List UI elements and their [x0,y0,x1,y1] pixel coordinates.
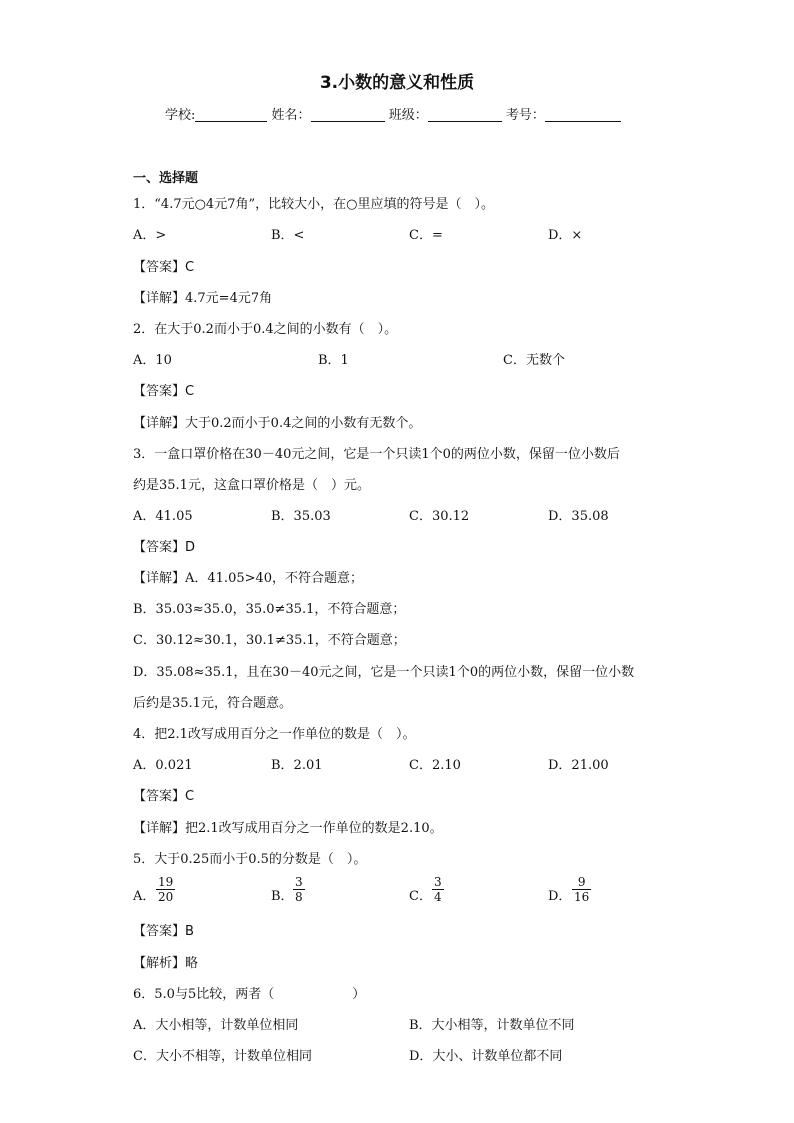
q2-detail: 【详解】大于0.2而小于0.4之间的小数有无数个。 [133,416,422,431]
q6-option-a: A．大小相等，计数单位相同 [133,1018,299,1033]
q2-option-b: B．1 [318,353,349,368]
q4-option-b: B．2.01 [271,758,323,773]
q3-detail-line: C．30.12≈30.1，30.1≠35.1，不符合题意； [133,633,406,648]
q5-analysis: 【解析】略 [133,956,199,971]
q5-fraction-d [572,875,591,904]
q1-option-d: D．× [548,228,583,243]
question-6-stem: 6．5.0与5比较，两者（ ） [133,987,366,1002]
q3-option-d: D．35.08 [548,509,609,524]
q6-option-d: D．大小、计数单位都不同 [409,1049,563,1064]
q3-option-c: C．30.12 [409,509,470,524]
question-5-stem: 5．大于0.25而小于0.5的分数是（ ）。 [133,852,367,867]
fraction-denominator: 16 [574,890,590,904]
q2-option-a: A．10 [133,353,172,368]
question-3-stem-line1: 3．一盒口罩价格在30－40元之间，它是一个只读1个0的两位小数，保留一位小数后 [133,447,620,462]
class-blank [428,107,502,122]
q3-option-a: A．41.05 [133,509,193,524]
exam-no-blank [545,107,621,122]
section-heading: 一、选择题 [133,171,199,186]
q3-detail-line: 【详解】A．41.05>40，不符合题意； [133,571,364,586]
q3-answer: 【答案】D [133,540,196,555]
q3-detail-line: D．35.08≈35.1，且在30－40元之间，它是一个只读1个0的两位小数，保留一位小数 [133,665,635,680]
q4-detail: 【详解】把2.1改写成用百分之一作单位的数是2.10。 [133,821,443,836]
q3-detail-line: 后约是35.1元，符合题意。 [133,696,292,711]
q2-option-c: C．无数个 [503,353,565,368]
q5-fraction-b [293,875,305,904]
question-3-stem-line2: 约是35.1元，这盒口罩价格是（ ）元。 [133,478,370,493]
question-2-stem: 2．在大于0.2而小于0.4之间的小数有（ ）。 [133,322,398,337]
school-label: 学校: [165,108,196,123]
q1-detail: 【详解】4.7元=4元7角 [133,291,273,306]
name-label: 姓名： [271,108,311,123]
school-blank [195,107,267,122]
fraction-numerator: 3 [295,875,303,889]
student-info-row [165,104,621,123]
q4-option-c: C．2.10 [409,758,461,773]
q5-option-b-letter: B． [271,889,294,904]
q3-detail-line: B．35.03≈35.0，35.0≠35.1，不符合题意； [133,602,406,617]
q3-option-b: B．35.03 [271,509,331,524]
q6-option-c: C．大小不相等，计数单位相同 [133,1049,312,1064]
fraction-denominator: 4 [434,890,442,904]
exam-no-label: 考号： [505,108,545,123]
q2-answer: 【答案】C [133,384,195,399]
q4-answer: 【答案】C [133,789,195,804]
q1-option-c: C．= [409,228,443,243]
fraction-denominator: 20 [158,890,174,904]
q1-option-b: B．< [271,228,305,243]
q5-fraction-a [156,875,175,904]
fraction-numerator: 19 [158,875,174,889]
name-blank [311,107,385,122]
question-1-stem: 1．“4.7元○4元7角”，比较大小，在○里应填的符号是（ ）。 [133,197,494,212]
question-4-stem: 4．把2.1改写成用百分之一作单位的数是（ ）。 [133,727,416,742]
q1-answer: 【答案】C [133,260,195,275]
q4-option-a: A．0.021 [133,758,193,773]
q5-option-c-letter: C． [409,889,432,904]
q5-fraction-c [432,875,444,904]
class-label: 班级： [388,108,428,123]
q4-option-d: D．21.00 [548,758,609,773]
q6-option-b: B．大小相等，计数单位不同 [409,1018,575,1033]
q1-option-a: A．> [133,228,167,243]
fraction-numerator: 9 [572,875,591,890]
fraction-numerator: 3 [434,875,442,889]
q5-answer: 【答案】B [133,924,194,939]
q5-option-d-letter: D． [548,889,572,904]
fraction-denominator: 8 [295,890,303,904]
q5-option-a-letter: A． [133,889,156,904]
page-title: 3.小数的意义和性质 [319,73,475,93]
